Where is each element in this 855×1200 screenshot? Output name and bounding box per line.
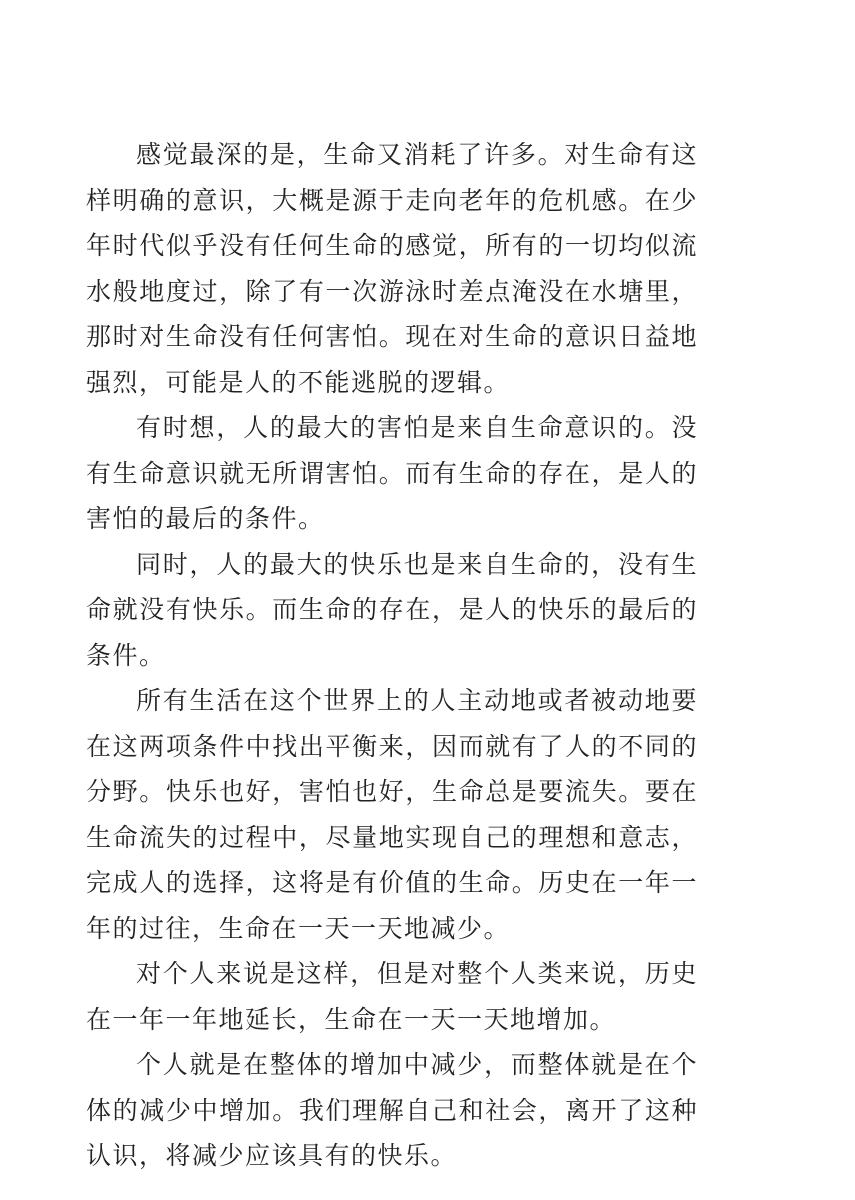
document-body [86, 132, 698, 1179]
paragraph-3: 同时，人的最大的快乐也是来自生命的，没有生命就没有快乐。而生命的存在，是人的快乐的最后的条件。 [86, 549, 698, 670]
paragraph-5: 对个人来说是这样，但是对整个人类来说，历史在一年一年地延长，生命在一天一天地增加。 [86, 959, 698, 1034]
paragraph-4: 所有生活在这个世界上的人主动地或者被动地要在这两项条件中找出平衡来，因而就有了人的不同的分野。快乐也好，害怕也好，生命总是要流失。要在生命流失的过程中，尽量地实现自己的理想和意志，完成人的选择，这将是有价值的生命。历史在一年一年的过往，生命在一天一天地减少。 [86, 686, 698, 943]
paragraph-1: 感觉最深的是，生命又消耗了许多。对生命有这样明确的意识，大概是源于走向老年的危机感。在少年时代似乎没有任何生命的感觉，所有的一切均似流水般地度过，除了有一次游泳时差点淹没在水塘里，那时对生命没有任何害怕。现在对生命的意识日益地强烈，可能是人的不能逃脱的逻辑。 [86, 140, 698, 397]
paragraph-6: 个人就是在整体的增加中减少，而整体就是在个体的减少中增加。我们理解自己和社会，离开了这种认识，将减少应该具有的快乐。 [86, 1050, 698, 1170]
paragraph-2: 有时想，人的最大的害怕是来自生命意识的。没有生命意识就无所谓害怕。而有生命的存在，是人的害怕的最后的条件。 [86, 413, 698, 533]
